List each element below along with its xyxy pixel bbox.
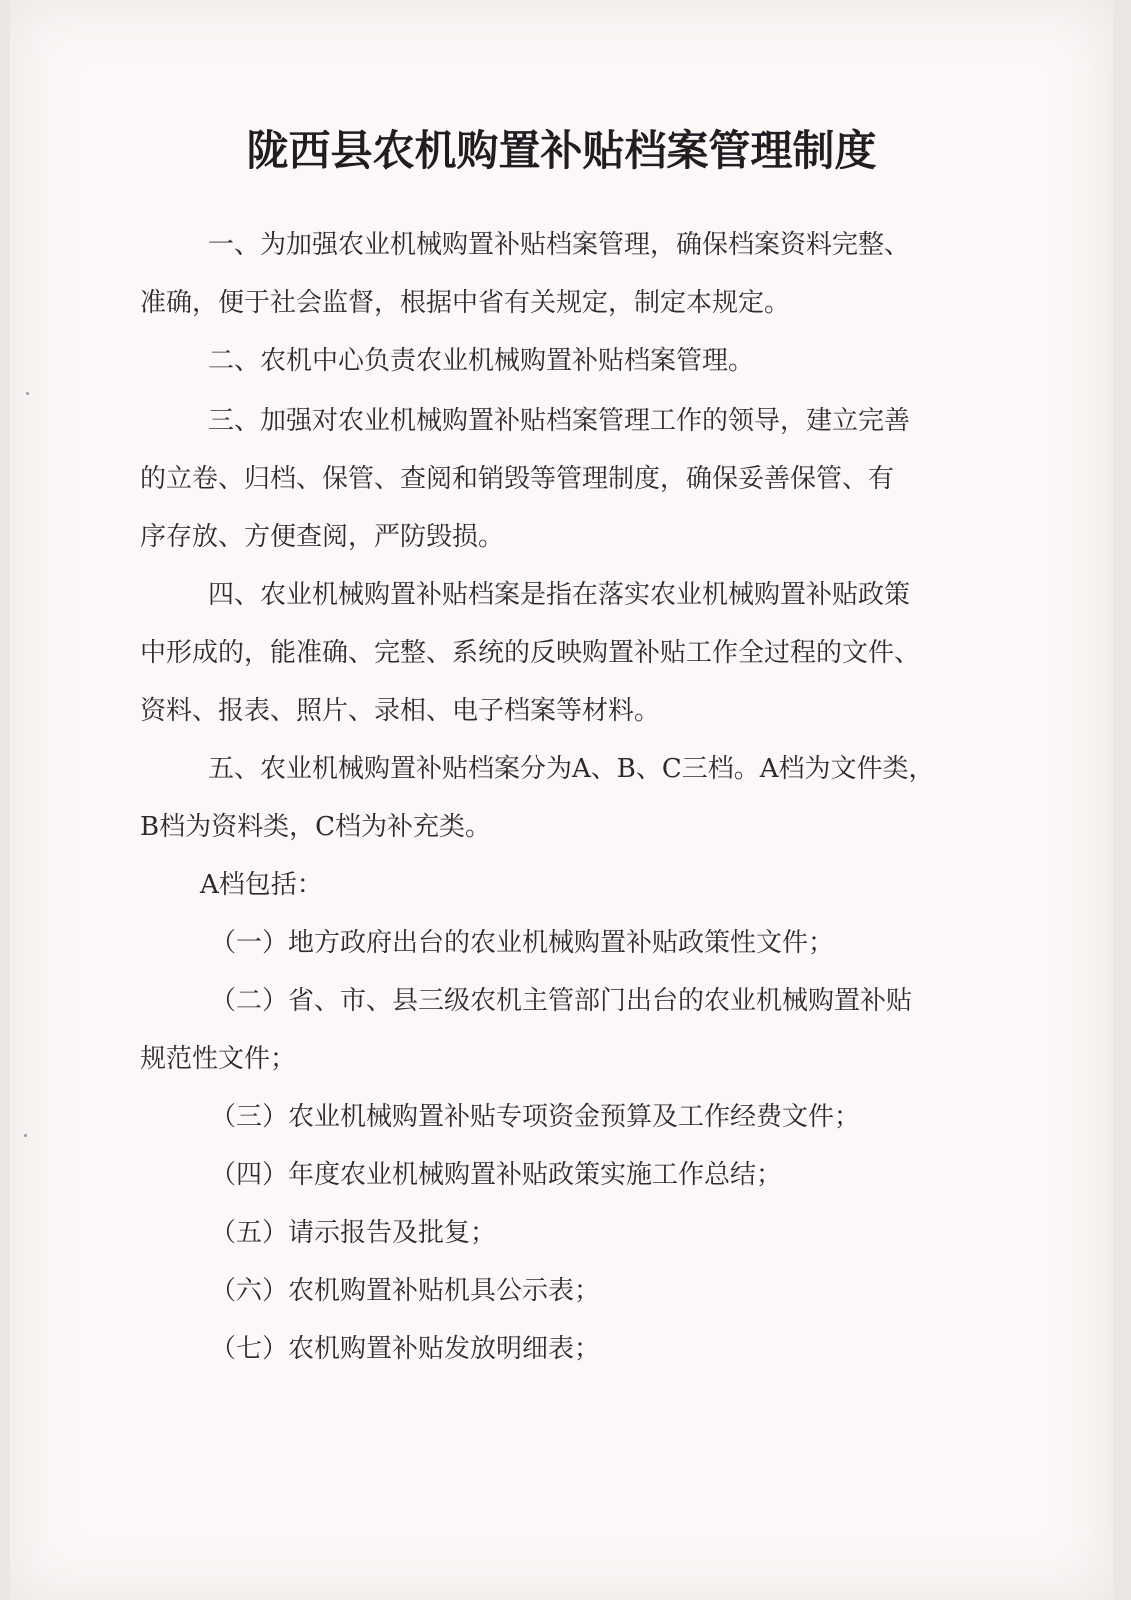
paragraph-line: 一、为加强农业机械购置补贴档案管理，确保档案资料完整、 — [208, 230, 911, 260]
list-item: （二）省、市、县三级农机主管部门出台的农业机械购置补贴 — [210, 986, 913, 1016]
paragraph-line: 二、农机中心负责农业机械购置补贴档案管理。 — [208, 346, 755, 376]
list-item: （七）农机购置补贴发放明细表； — [210, 1334, 601, 1364]
list-item: （五）请示报告及批复； — [210, 1218, 497, 1248]
paragraph-line: 序存放、方便查阅，严防毁损。 — [140, 522, 505, 552]
list-item: （三）农业机械购置补贴专项资金预算及工作经费文件； — [210, 1102, 861, 1132]
paragraph-line: 准确，便于社会监督，根据中省有关规定，制定本规定。 — [140, 288, 791, 318]
paragraph-line: 四、农业机械购置补贴档案是指在落实农业机械购置补贴政策 — [208, 580, 911, 610]
paragraph-line: B档为资料类，C档为补充类。 — [140, 812, 492, 842]
paragraph-line: 三、加强对农业机械购置补贴档案管理工作的领导，建立完善 — [208, 406, 911, 436]
scan-speck — [26, 392, 29, 395]
paragraph-line: 的立卷、归档、保管、查阅和销毁等管理制度，确保妥善保管、有 — [140, 464, 895, 494]
paragraph-line: 五、农业机械购置补贴档案分为A、B、C三档。A档为文件类， — [208, 754, 935, 784]
list-item: （一）地方政府出台的农业机械购置补贴政策性文件； — [210, 928, 835, 958]
list-item: （四）年度农业机械购置补贴政策实施工作总结； — [210, 1160, 783, 1190]
paragraph-line: 中形成的，能准确、完整、系统的反映购置补贴工作全过程的文件、 — [140, 638, 921, 668]
paragraph-line: A档包括： — [200, 870, 323, 900]
list-item: （六）农机购置补贴机具公示表； — [210, 1276, 601, 1306]
list-item-continuation: 规范性文件； — [140, 1044, 297, 1074]
document-title: 陇西县农机购置补贴档案管理制度 — [246, 126, 877, 175]
document-page — [10, 0, 1113, 1600]
scan-speck — [24, 1134, 27, 1137]
paragraph-line: 资料、报表、照片、录相、电子档案等材料。 — [140, 696, 661, 726]
